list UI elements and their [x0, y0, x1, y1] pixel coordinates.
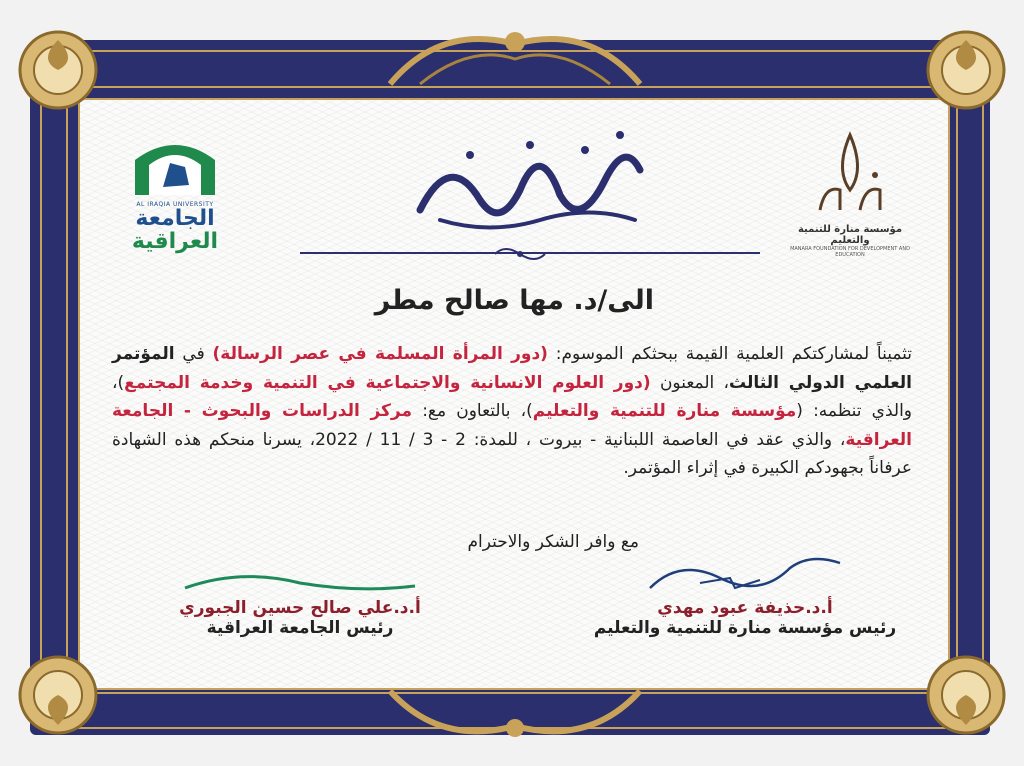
recipient-name: الى/د. مها صالح مطر — [374, 285, 654, 316]
al-iraqia-university-logo — [120, 135, 230, 254]
body-line3-suffix: )، بالتعاون — [456, 401, 533, 421]
certificate-title-calligraphy — [410, 120, 650, 240]
left-signatory-name: أ.د.علي صالح حسين الجبوري — [179, 598, 421, 618]
certificate-body — [112, 340, 912, 483]
body-line4-suffix: ، والذي عقد في العاصمة — [661, 429, 846, 450]
logo-right-arabic: مؤسسة منارة للتنمية والتعليم — [797, 224, 903, 246]
paper-title: (دور المرأة المسلمة في عصر الرسالة) — [212, 344, 548, 364]
corner-ornament-top-left — [8, 20, 118, 130]
logo-left-line1: الجامعة — [135, 206, 215, 231]
logo-left-line2: العراقية — [131, 229, 219, 254]
logo-left-english: AL IRAQIA UNIVERSITY — [136, 201, 214, 208]
right-signature-block — [580, 598, 910, 638]
organizer-name: مؤسسة منارة للتنمية والتعليم — [532, 401, 797, 421]
body-line2-prefix: في — [182, 344, 205, 364]
closing-text: مع وافر الشكر والاحترام — [467, 532, 639, 552]
mosque-arch-icon — [125, 135, 225, 197]
left-signature-block — [175, 598, 425, 638]
conference-theme: (دور العلوم الانسانية والاجتماعية في التنمية وخدمة المجتمع — [124, 372, 651, 393]
body-line1-prefix: تثميناً لمشاركتكم العلمية القيمة ببحثكم الموسوم: — [555, 344, 913, 364]
left-signature-stroke — [180, 568, 420, 598]
body-line4-prefix: مع: — [422, 401, 447, 421]
divider-ornament — [490, 244, 550, 264]
top-ornament — [380, 14, 650, 94]
conference-name: المؤتمر العلمي الدولي الثالث — [112, 344, 912, 393]
partner-name: مركز الدراسات والبحوث - الجامعة العراقية — [112, 401, 912, 450]
logo-right-english: MANARA FOUNDATION FOR DEVELOPMENT AND EDUCATION — [790, 246, 910, 258]
corner-ornament-bottom-right — [906, 640, 1016, 750]
left-signatory-title: رئيس الجامعة العراقية — [206, 618, 394, 638]
corner-ornament-bottom-left — [8, 640, 118, 750]
body-line3-mid: )، والذي تنظمه: ( — [112, 372, 913, 421]
corner-ornament-top-right — [906, 20, 1016, 130]
body-line2-mid: ، المعنون — [659, 372, 730, 393]
body-line6: بجهودكم الكبيرة في إثراء المؤتمر. — [623, 458, 864, 478]
right-signatory-title: رئيس مؤسسة منارة للتنمية والتعليم — [593, 618, 897, 638]
manara-emblem-icon — [805, 130, 895, 220]
right-signatory-name: أ.د.حذيفة عبود مهدي — [657, 598, 833, 618]
bottom-ornament — [380, 686, 650, 756]
body-line5: اللبنانية - بيروت ، للمدة: 2 - 3 / 11 / 2022، يسرنا منحكم هذه الشهادة عرفاناً — [112, 429, 912, 478]
manara-foundation-logo — [790, 130, 910, 258]
